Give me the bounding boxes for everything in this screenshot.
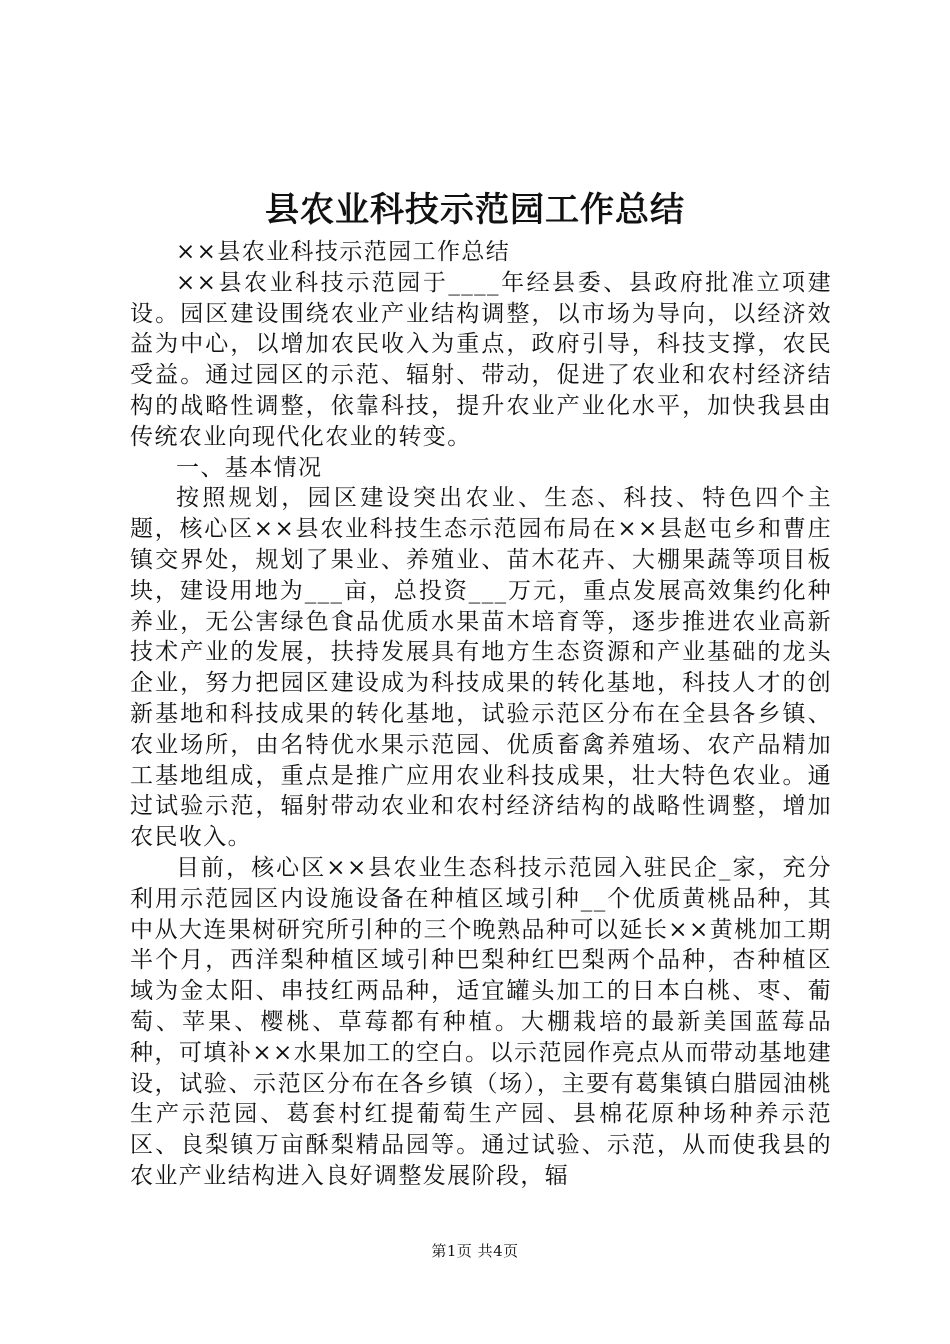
page-footer: 第1页 共4页 xyxy=(431,1242,519,1260)
document-title: 县农业科技示范园工作总结 xyxy=(265,190,685,230)
paragraph-subtitle: ××县农业科技示范园工作总结 xyxy=(176,239,511,265)
paragraph-planning: 按照规划，园区建设突出农业、生态、科技、特色四个主题，核心区××县农业科技生态示范园布局在××县赵屯乡和曹庄镇交界处，规划了果业、养殖业、苗木花卉、大棚果蔬等项目板块，建设用地为___亩，总投资___万元，重点发展高效集约化种养业，无公害绿色食品优质水果苗木培育等，逐步推进农业高新技术产业的发展，扶持发展具有地方生态资源和产业基础的龙头企业，努力把园区建设成为科技成果的转化基地，科技人才的创新基地和科技成果的转化基地，试验示范区分布在全县各乡镇、农业场所，由名特优水果示范园、优质畜禽养殖场、农产品精加工基地组成，重点是推广应用农业科技成果，壮大特色农业。通过试验示范，辐射带动农业和农村经济结构的战略性调整，增加农民收入。 xyxy=(130,485,832,851)
paragraph-current: 目前，核心区××县农业生态科技示范园入驻民企_家，充分利用示范园区内设施设备在种植区域引种__个优质黄桃品种，其中从大连果树研究所引种的三个晚熟品种可以延长××黄桃加工期半个月，西洋梨种植区域引种巴梨种红巴梨两个品种，杏种植区域为金太阳、串技红两品种，适宜罐头加工的日本白桃、枣、葡萄、苹果、樱桃、草莓都有种植。大棚栽培的最新美国蓝莓品种，可填补××水果加工的空白。以示范园作亮点从而带动基地建设，试验、示范区分布在各乡镇（场），主要有葛集镇白腊园油桃生产示范园、葛套村红提葡萄生产园、县棉花原种场种养示范区、良梨镇万亩酥梨精品园等。通过试验、示范，从而使我县的农业产业结构进入良好调整发展阶段，辐 xyxy=(130,854,832,1189)
paragraph-intro: ××县农业科技示范园于____年经县委、县政府批准立项建设。园区建设围绕农业产业结构调整，以市场为导向，以经济效益为中心，以增加农民收入为重点，政府引导，科技支撑，农民受益。通过园区的示范、辐射、带动，促进了农业和农村经济结构的战略性调整，依靠科技，提升农业产业化水平，加快我县由传统农业向现代化农业的转变。 xyxy=(130,269,832,450)
document-body xyxy=(130,237,832,1192)
section-heading-basic-situation: 一、基本情况 xyxy=(176,454,323,481)
